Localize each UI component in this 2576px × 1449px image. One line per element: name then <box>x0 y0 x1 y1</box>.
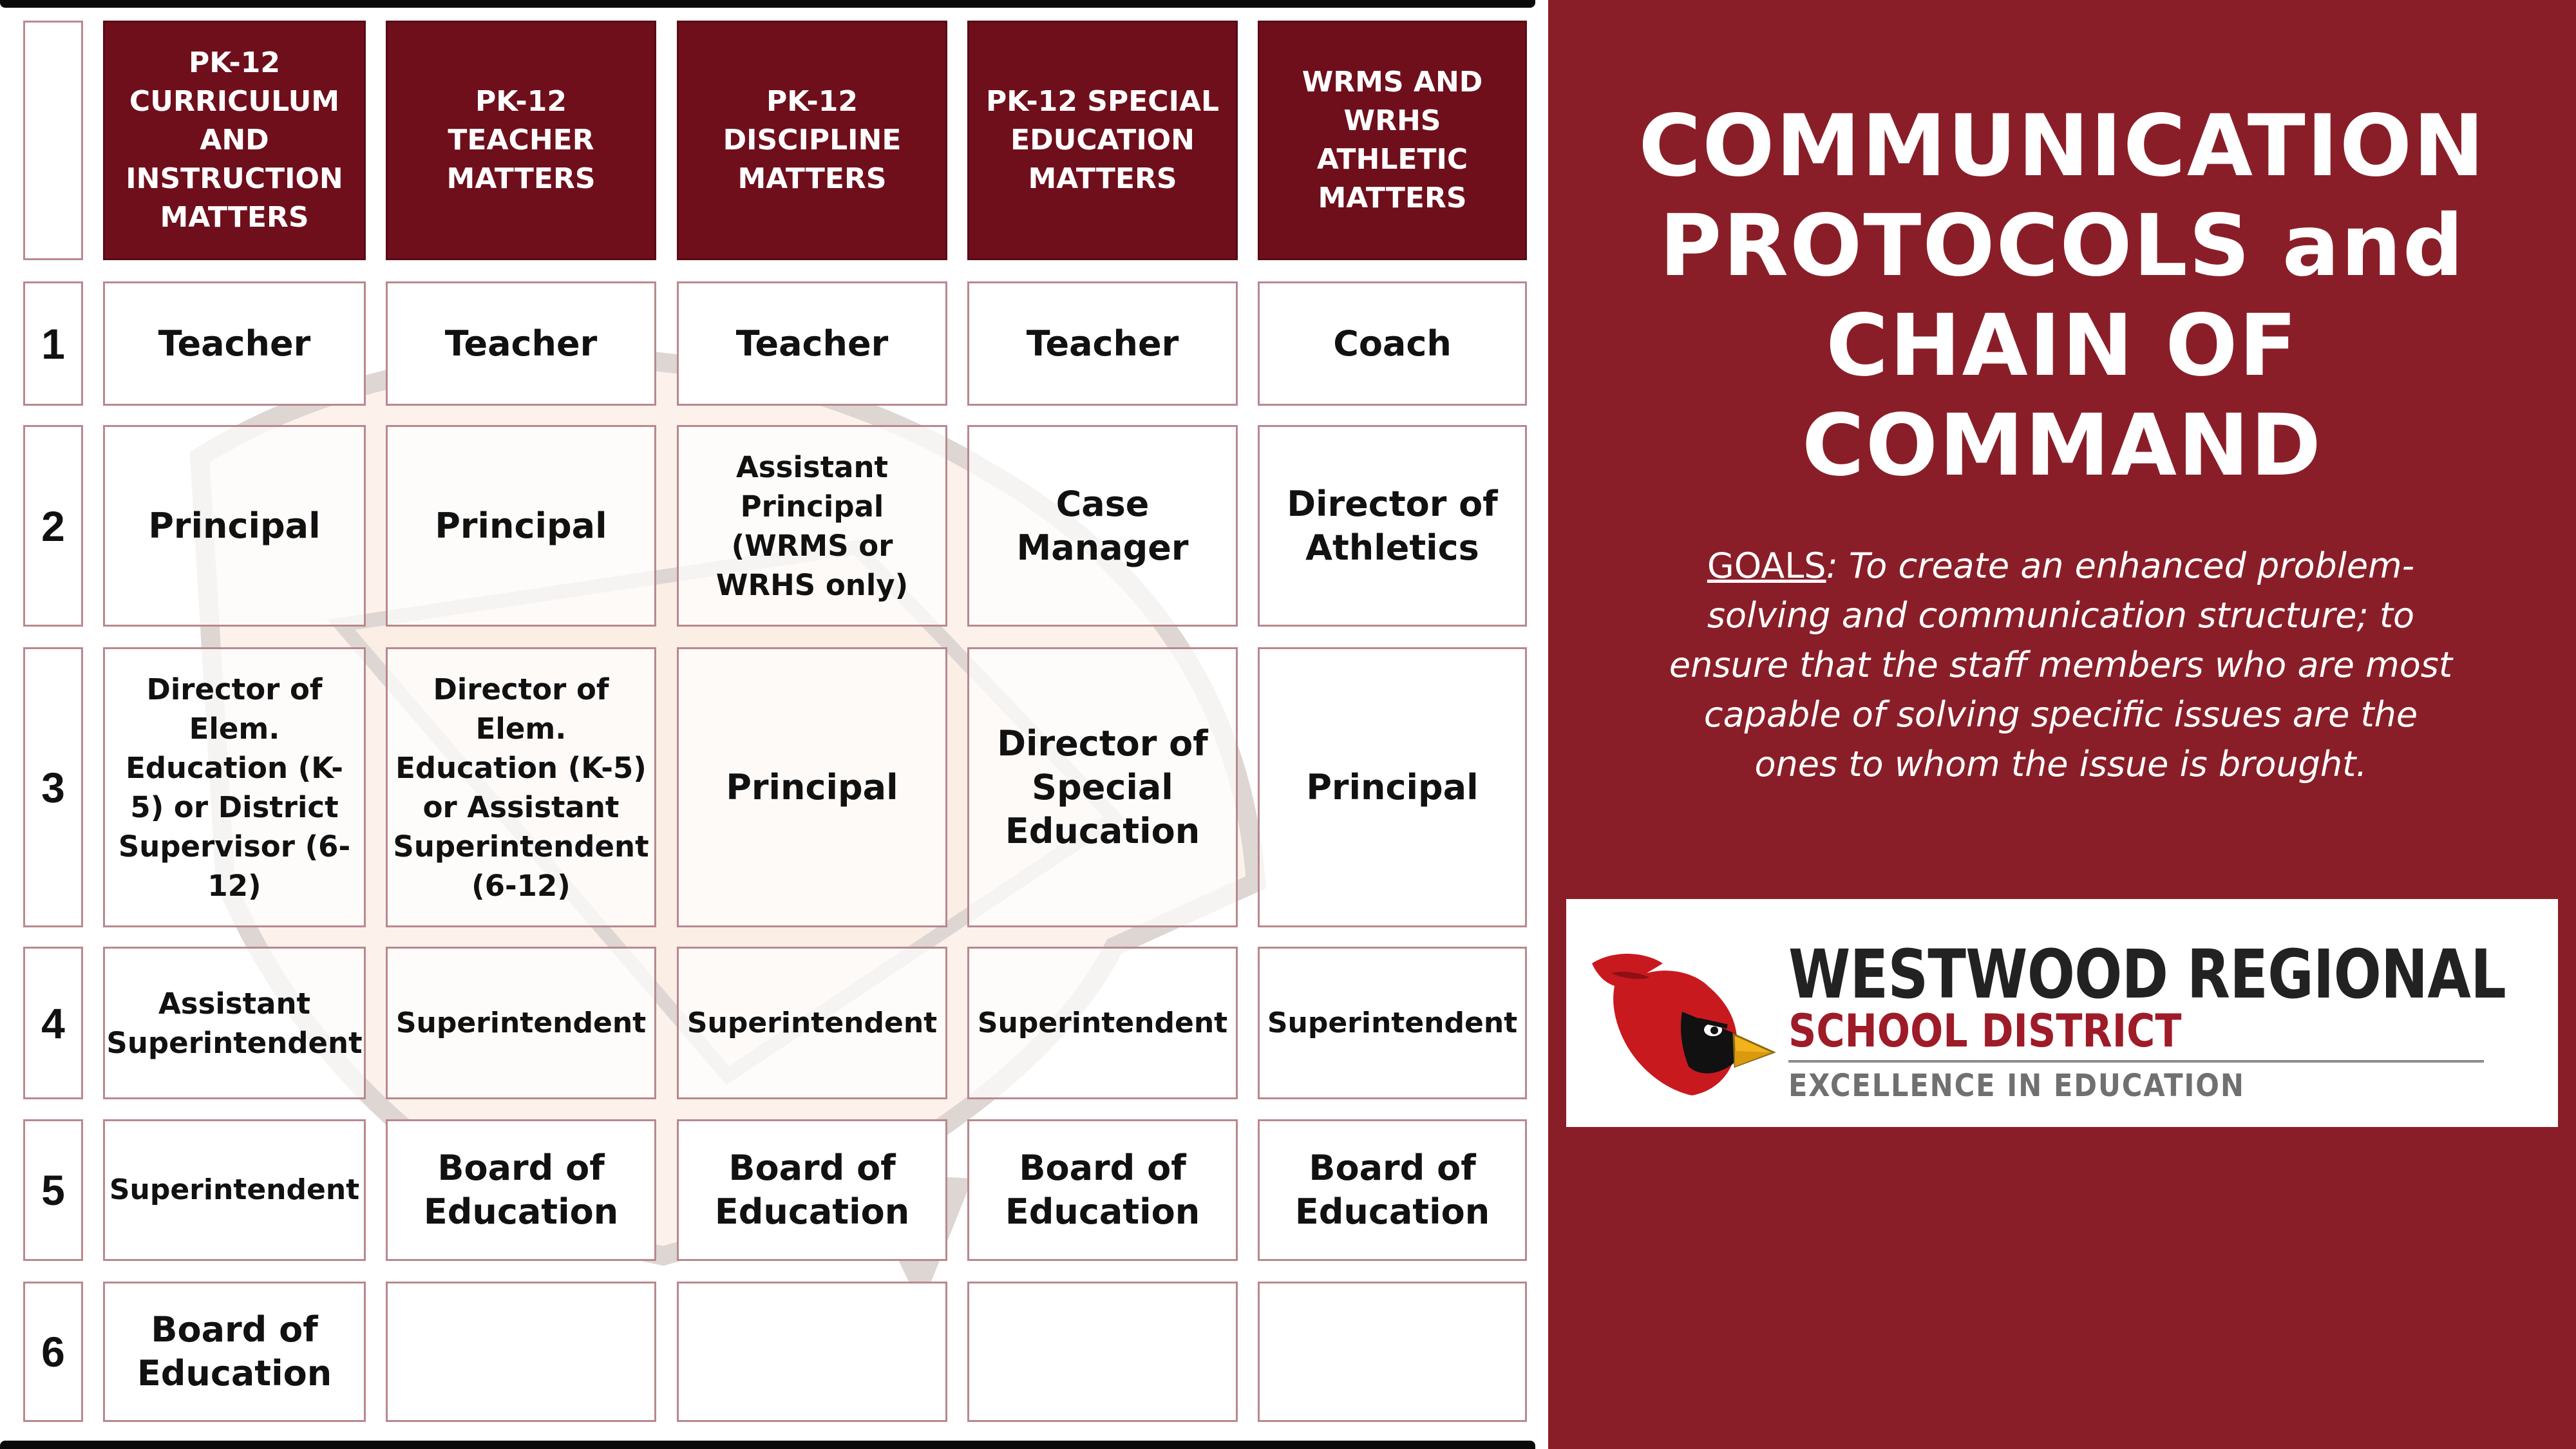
step-number: 3 <box>23 647 83 927</box>
table-cell: Director of Athletics <box>1258 425 1527 627</box>
table-cell: Teacher <box>677 281 947 406</box>
column-header-discipline: PK-12 DISCIPLINE MATTERS <box>677 21 947 260</box>
page-title <box>1548 97 2576 496</box>
table-cell: Assistant Superintendent <box>103 947 366 1099</box>
table-cell <box>967 1282 1238 1422</box>
table-cell: Superintendent <box>967 947 1238 1099</box>
column-header-athletics: WRMS AND WRHS ATHLETIC MATTERS <box>1258 21 1527 260</box>
table-cell: Director of Elem. Education (K-5) or Assistant Superintendent (6-12) <box>386 647 656 927</box>
goals-label: GOALS <box>1707 545 1826 586</box>
table-cell: Superintendent <box>103 1119 366 1261</box>
table-cell: Director of Elem. Education (K-5) or District Supervisor (6-12) <box>103 647 366 927</box>
table-cell: Director of Special Education <box>967 647 1238 927</box>
bottom-border <box>0 1441 1535 1449</box>
district-tagline: EXCELLENCE IN EDUCATION <box>1788 1068 2245 1104</box>
step-number: 1 <box>23 281 83 406</box>
cardinal-logo-icon <box>1586 938 1779 1099</box>
step-number: 2 <box>23 425 83 627</box>
table-cell: Coach <box>1258 281 1527 406</box>
table-cell: Superintendent <box>677 947 947 1099</box>
table-cell: Teacher <box>386 281 656 406</box>
table-cell: Assistant Principal (WRMS or WRHS only) <box>677 425 947 627</box>
goals-statement <box>1662 541 2460 789</box>
column-header-special-education: PK-12 SPECIAL EDUCATION MATTERS <box>967 21 1238 260</box>
step-number: 5 <box>23 1119 83 1261</box>
table-cell: Principal <box>386 425 656 627</box>
table-cell: Board of Education <box>1258 1119 1527 1261</box>
table-cell: Superintendent <box>386 947 656 1099</box>
table-cell: Board of Education <box>677 1119 947 1261</box>
table-cell: Board of Education <box>967 1119 1238 1261</box>
district-subtitle: SCHOOL DISTRICT <box>1788 1005 2182 1057</box>
table-cell: Principal <box>1258 647 1527 927</box>
table-cell: Superintendent <box>1258 947 1527 1099</box>
district-name: WESTWOOD REGIONAL <box>1788 935 2506 1014</box>
goals-text: : To create an enhanced problem-solving and communication structure; to ensure that the staff members who are most capable of solving specific issues are the ones to whom the issue is brought. <box>1669 545 2453 784</box>
table-cell <box>386 1282 656 1422</box>
title-line: CHAIN OF <box>1826 296 2298 395</box>
logo-divider <box>1788 1060 2484 1063</box>
column-header-teacher: PK-12 TEACHER MATTERS <box>386 21 656 260</box>
title-line: PROTOCOLS and <box>1659 196 2465 296</box>
title-line: COMMUNICATION <box>1638 97 2486 196</box>
table-cell: Principal <box>677 647 947 927</box>
table-cell: Principal <box>103 425 366 627</box>
title-line: COMMAND <box>1802 396 2322 495</box>
table-cell <box>1258 1282 1527 1422</box>
table-cell: Teacher <box>967 281 1238 406</box>
table-cell <box>677 1282 947 1422</box>
table-cell: Teacher <box>103 281 366 406</box>
table-cell: Case Manager <box>967 425 1238 627</box>
top-border <box>0 0 1535 8</box>
column-header-curriculum: PK-12 CURRICULUM AND INSTRUCTION MATTERS <box>103 21 366 260</box>
table-cell: Board of Education <box>103 1282 366 1422</box>
step-number: 4 <box>23 947 83 1099</box>
step-number: 6 <box>23 1282 83 1422</box>
table-cell: Board of Education <box>386 1119 656 1261</box>
table-corner-cell <box>23 21 83 260</box>
district-logo <box>1566 899 2558 1127</box>
